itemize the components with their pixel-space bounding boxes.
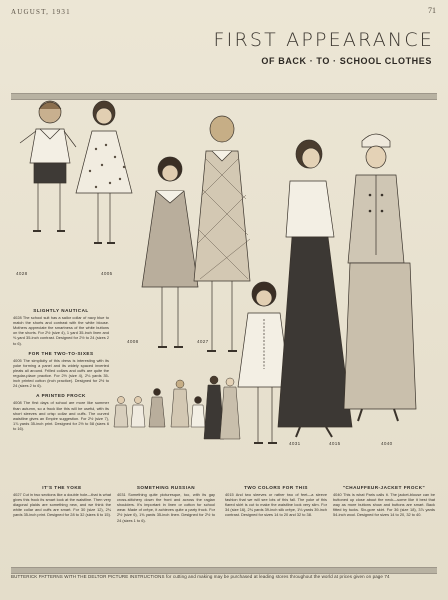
desc-text: 4005 The simplicity of this dress is interesting with its yoke forming a panel and its widely spaced inverted pleats all around. Frilled collars and cuffs are quite the regular-place practice. For 2½ (size 4), 2⅛ yards 35-inch printed cotton (inch practice). Designed for 2½ to 24 (sizes 2 to 6). <box>13 357 109 389</box>
figure-4005 <box>76 101 132 243</box>
page-number: 71 <box>428 6 436 15</box>
desc-heading: SOMETHING RUSSIAN <box>136 485 196 490</box>
desc-text: 4027 Cut in two sections like a double hole—that is what gives this frock its smart look at the waistline. Then very diagonal plaids are something new, and we think the white collar and cuffs are smart. For 30 (size 12), 2¾ yards 35-inch print. Designed for 28 to 32 (sizes 6 to 15). <box>13 492 111 518</box>
issue-date: AUGUST, 1931 <box>11 8 71 16</box>
figure-number-4015: 4015 <box>329 441 341 446</box>
bottom-description-3 <box>225 485 327 523</box>
small-group-sketch <box>114 376 240 439</box>
bottom-description-1 <box>13 485 111 523</box>
figure-4015 <box>278 140 352 437</box>
desc-text: 4031 Something quite picturesque, too, with its gay cross-stitchery down the front and across the raglan shoulders. It's important in linen or cotton for school wear. Made of crêpe, it achieves quite a party frock. For 2½ (size 6), 1⅝ yards 35-inch linen. Designed for 2½ to 24 (sizes 1 to 6). <box>117 492 215 523</box>
desc-heading: A PRINTED FROCK <box>36 393 86 399</box>
figure-number-4031: 4031 <box>289 441 301 446</box>
left-description-column <box>13 308 109 436</box>
desc-heading: IT'S THE YOKE <box>42 485 82 490</box>
figure-number-4005: 4005 <box>101 271 113 276</box>
desc-heading: TWO COLORS FOR THIS <box>244 485 308 490</box>
figure-number-4040: 4040 <box>381 441 393 446</box>
desc-text: 4040 This is what Paris calls it. The jacket-blouse can be buttoned up close about the neck—some like it best that way as more buttons show and buttons are smart. Back fitted by tucks. Six-gore skirt. For 36 (size 18), 3⅞ yards 54-inch wool. Designed for sizes 14 to 20, 32 to 40. <box>333 492 435 518</box>
figure-4008 <box>142 157 198 347</box>
figure-number-4027: 4027 <box>197 339 209 344</box>
desc-text: 4028 The school suit has a sailor collar of navy blue to match the shorts and contrast with the white blouse. Mothers appreciate the smartness of the white buttons on the shorts. For 2½ (size 4), 1 yard 35-inch linen and ⅜ yard 35-inch contrast. Designed for 2½ to 24 (sizes 2 to 6). <box>13 315 109 346</box>
figure-4028 <box>20 101 76 231</box>
page-subtitle: OF BACK · TO · SCHOOL CLOTHES <box>261 56 432 66</box>
page-title: FIRST APPEARANCE <box>213 29 434 51</box>
desc-heading: FOR THE TWO-TO-SIXES <box>28 350 94 356</box>
desc-text: 4015 And two sleeves or rather two of feet—a sleeve fashion that we will see lots of this fall. The yoke of this flared skirt is cut to make the waistline look very slim. For 34 (size 16), 2¾ yards 39-inch silk crêpe, 1⅛ yards 39-inch contrast. Designed for sizes 14 to 20 and 32 to 38. <box>225 492 327 518</box>
bottom-description-4 <box>333 485 435 523</box>
footer-note: BUTTERICK PATTERNS WITH THE DELTOR PICTURE INSTRUCTIONS for cutting and making may be purchased at leading stores throughout the world at prices given on page 74 <box>11 574 390 579</box>
figure-4027 <box>194 116 250 351</box>
desc-heading: SLIGHTLY NAUTICAL <box>33 308 89 313</box>
desc-text: 4008 The first days of school are more like summer than autumn, so a frock like this will be useful, with its short sleeves and crisp collar and cuffs. The curved waistline gives an Empire suggestion. For 2½ (size 7), 1⅞ yards 35-inch print. Designed for 2½ to 58 (sizes 6 to 16). <box>13 400 109 431</box>
bottom-divider <box>11 567 437 574</box>
figure-number-4028: 4028 <box>16 271 28 276</box>
desc-heading: "CHAUFFEUR-JACKET FROCK" <box>342 485 426 490</box>
figure-number-4008: 4008 <box>127 339 139 344</box>
figure-4040 <box>344 134 416 421</box>
bottom-description-2 <box>117 485 215 528</box>
